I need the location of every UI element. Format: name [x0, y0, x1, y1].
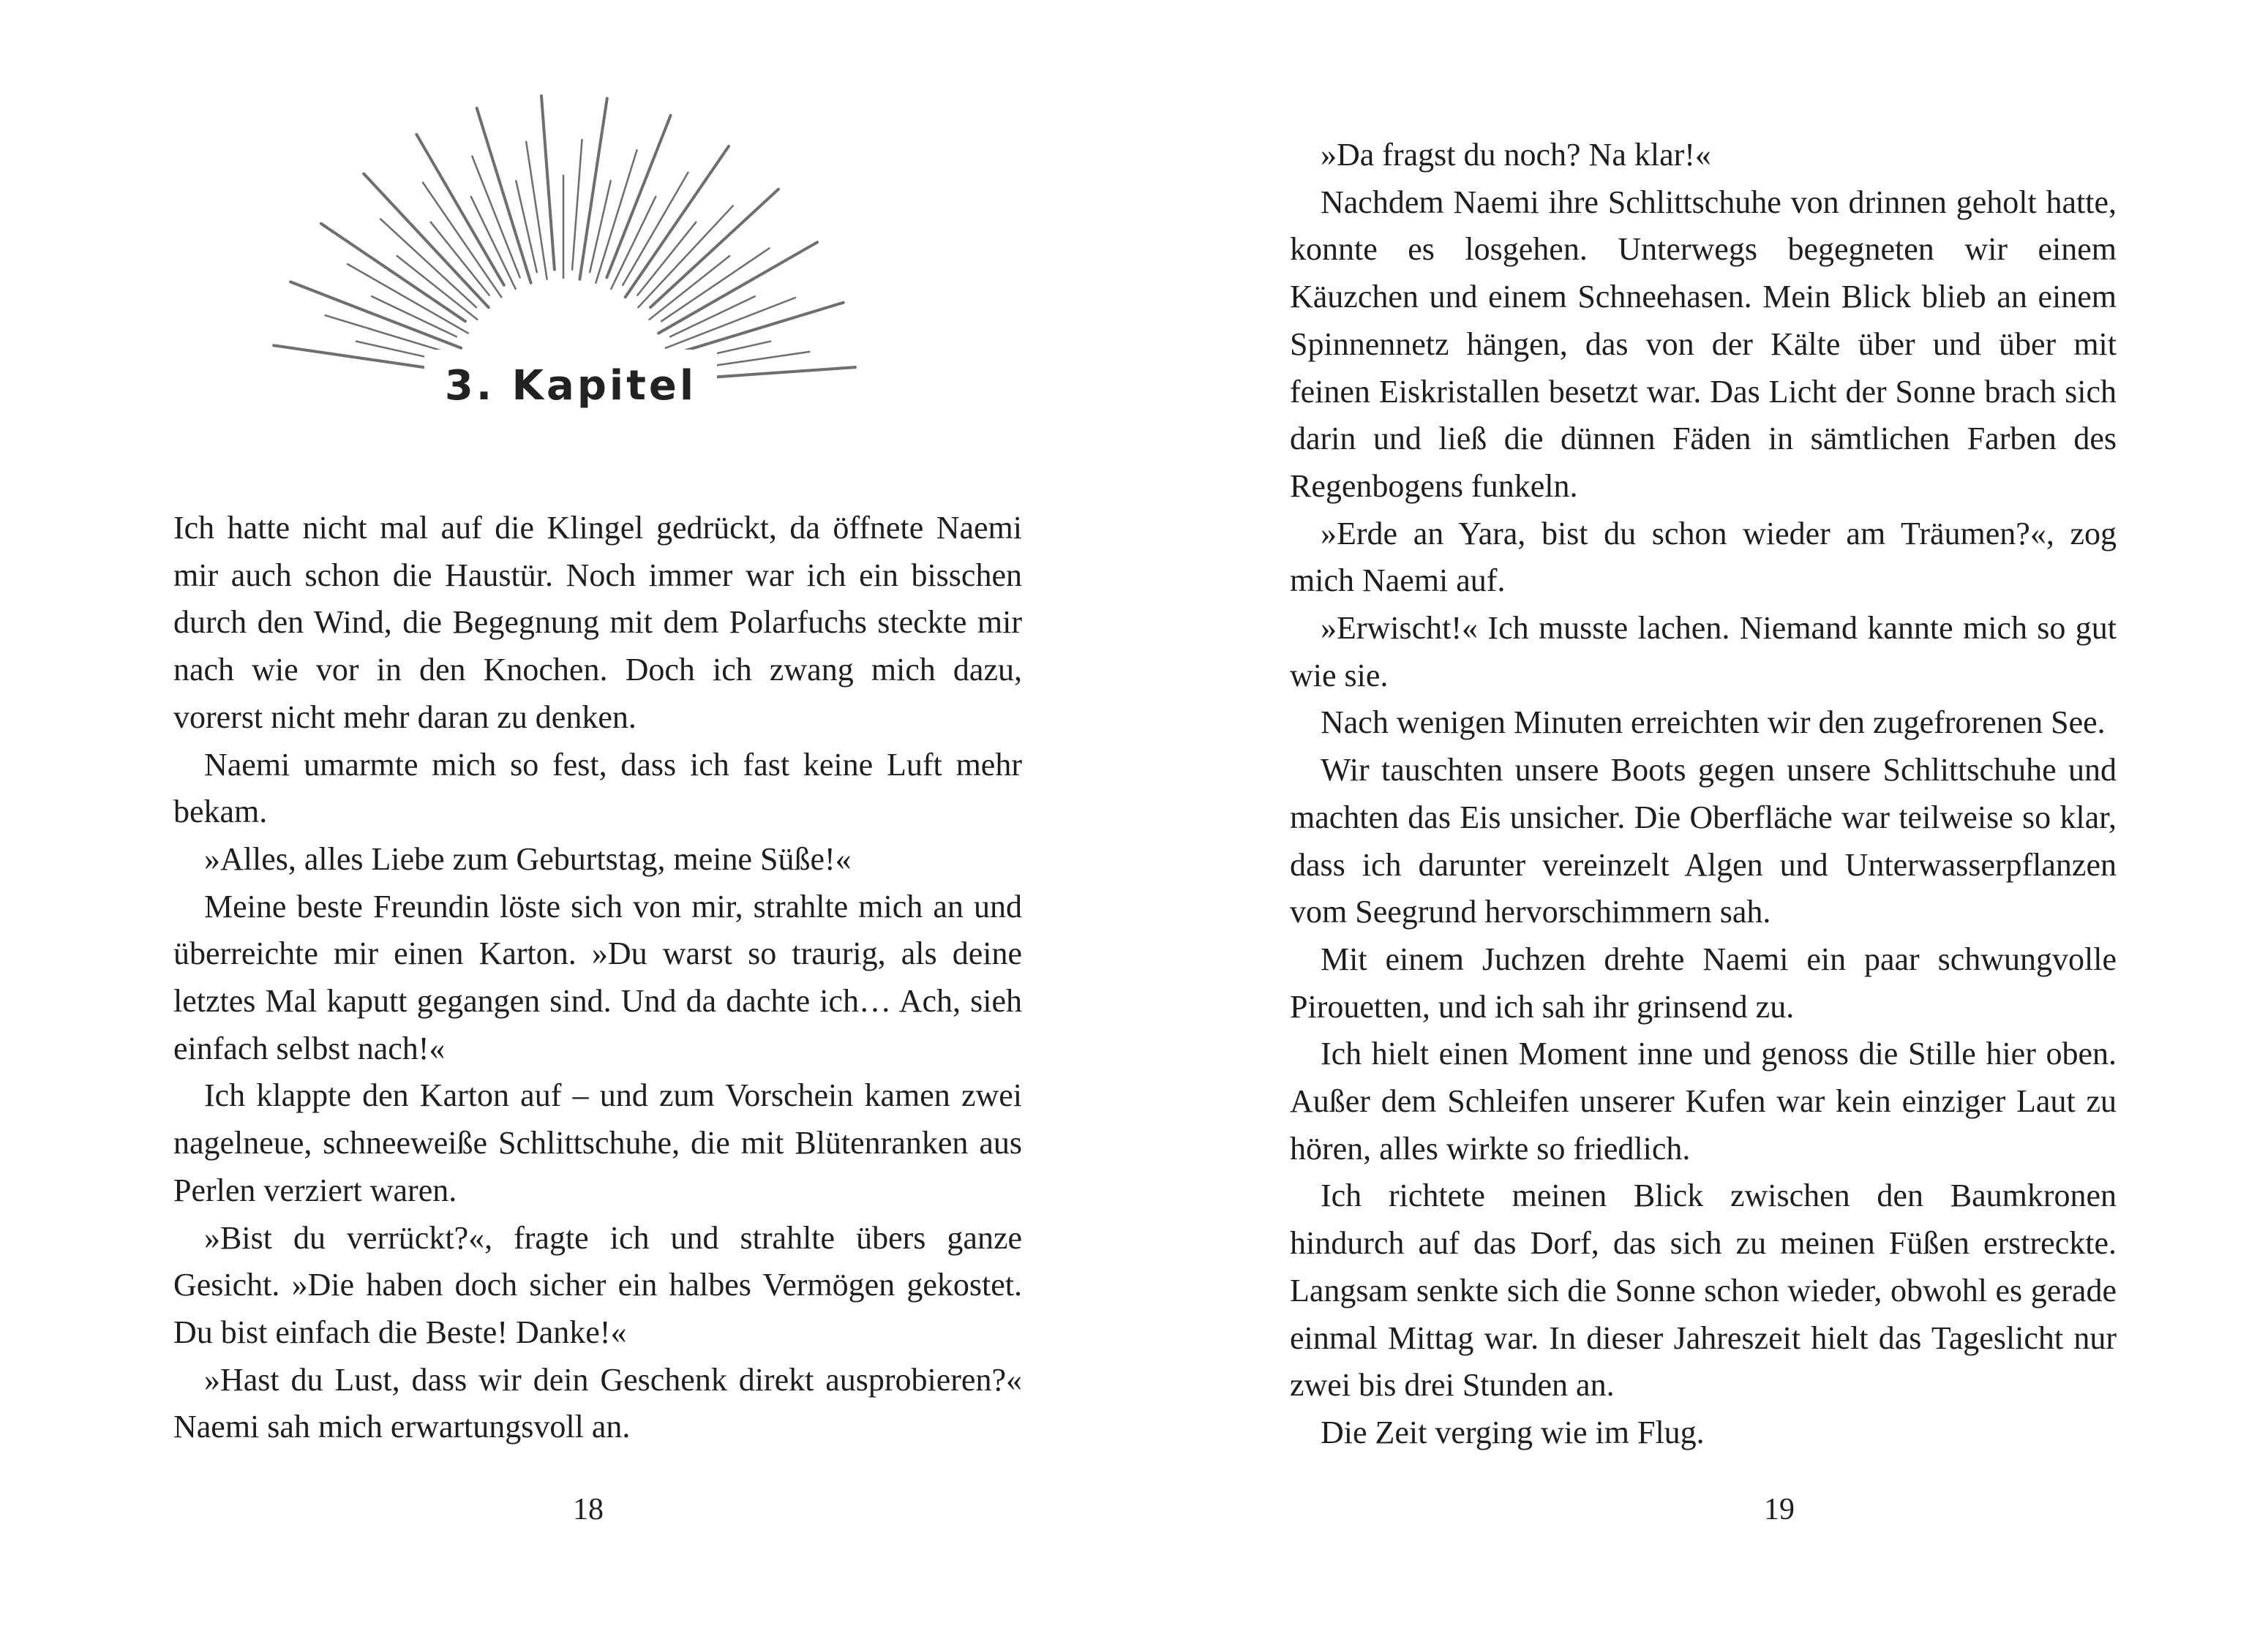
paragraph: Ich klappte den Karton auf – und zum Vorschein kamen zwei nagelneue, schneeweiße Schlittschuhe, die mit Blütenranken aus Perlen verziert waren. — [173, 1077, 1022, 1208]
paragraph: »Da fragst du noch? Na klar!« — [1321, 137, 1711, 173]
paragraph: Mit einem Juchzen drehte Naemi ein paar schwungvolle Pirouetten, und ich sah ihr grinsend zu. — [1290, 941, 2117, 1025]
paragraph: Wir tauschten unsere Boots gegen unsere Schlittschuhe und machten das Eis unsicher. Die Oberfläche war teilweise so klar, dass ich darunter vereinzelt Algen und Unterwasserpflanzen vom Seegrund hervorschimmern sah. — [1290, 752, 2117, 930]
paragraph: »Hast du Lust, dass wir dein Geschenk direkt ausprobieren?« Naemi sah mich erwartungsvoll an. — [173, 1361, 1022, 1445]
paragraph: »Alles, alles Liebe zum Geburtstag, meine Süße!« — [204, 840, 852, 877]
sunburst-ray — [637, 222, 696, 295]
right-page — [1134, 0, 2268, 1642]
page-number-right: 19 — [1764, 1493, 1795, 1526]
sunburst-ray — [274, 345, 446, 370]
sunburst-ray — [579, 99, 607, 279]
paragraph: Meine beste Freundin löste sich von mir, strahlte mich an und überreichte mir einen Karton. »Du warst so traurig, als deine letztes Mal kaputt gegangen sind. Und da dachte ich… Ach, sieh einfach selbst nach!« — [173, 888, 1022, 1066]
paragraph: Naemi umarmte mich so fest, dass ich fast keine Luft mehr bekam. — [173, 746, 1022, 830]
paragraph: »Erde an Yara, bist du schon wieder am Träumen?«, zog mich Naemi auf. — [1290, 515, 2117, 599]
sunburst-ray — [607, 116, 670, 277]
sunburst-ray — [626, 146, 729, 297]
sunburst-ray — [650, 189, 778, 307]
sunburst-ray — [380, 219, 476, 307]
sunburst-ray — [677, 303, 844, 353]
sunburst-ray — [661, 248, 769, 321]
sunburst-ray — [572, 140, 582, 270]
left-body-text — [173, 505, 1022, 1451]
sunburst-ray — [431, 222, 489, 295]
sunburst-ray — [526, 142, 547, 279]
right-body-text — [1290, 132, 2117, 1457]
paragraph: Ich hielt einen Moment inne und genoss die Stille hier oben. Außer dem Schleifen unserer Kufen war kein einziger Laut zu hören, alles wirkte so friedlich. — [1290, 1036, 2117, 1167]
paragraph: Nach wenigen Minuten erreichten wir den zugefrorenen See. — [1321, 704, 2106, 741]
paragraph: Nachdem Naemi ihre Schlittschuhe von drinnen geholt hatte, konnte es losgehen. Unterwegs begegneten wir einem Käuzchen und einem Schneehasen. Mein Blick blieb an einem Spinnennetz hängen, das von der Kälte über und über mit feinen Eiskristallen besetzt war. Das Licht der Sonne brach sich darin und ließ die dünnen Fäden in sämtlichen Farben des Regenbogens funkeln. — [1290, 184, 2117, 504]
paragraph: Ich richtete meinen Blick zwischen den Baumkronen hindurch auf das Dorf, das sich zu meinen Füßen erstreckte. Langsam senkte sich die Sonne schon wieder, obwohl es gerade einmal Mittag war. In dieser Jahreszeit hielt das Tageslicht nur zwei bis drei Stunden an. — [1290, 1178, 2117, 1404]
paragraph: Die Zeit verging wie im Flug. — [1321, 1414, 1705, 1450]
chapter-heading: 3. Kapitel — [424, 350, 717, 423]
paragraph: »Erwischt!« Ich musste lachen. Niemand kannte mich so gut wie sie. — [1290, 610, 2117, 693]
page-number-left: 18 — [573, 1493, 604, 1526]
sunburst-ray — [541, 96, 555, 269]
paragraph: Ich hatte nicht mal auf die Klingel gedrückt, da öffnete Naemi mir auch schon die Haustür. Noch immer war ich ein bisschen durch den Wind, die Begegnung mit dem Polarfuchs steckte mir nach wie vor in den Knochen. Doch ich zwang mich dazu, vorerst nicht mehr daran zu denken. — [173, 510, 1022, 735]
paragraph: »Bist du verrückt?«, fragte ich und strahlte übers ganze Gesicht. »Die haben doch sicher ein halbes Vermögen gekostet. Du bist einfach die Beste! Danke!« — [173, 1219, 1022, 1350]
sunburst-ray — [477, 108, 531, 283]
sunburst-ray — [623, 173, 688, 285]
sunburst-ray — [364, 174, 489, 308]
